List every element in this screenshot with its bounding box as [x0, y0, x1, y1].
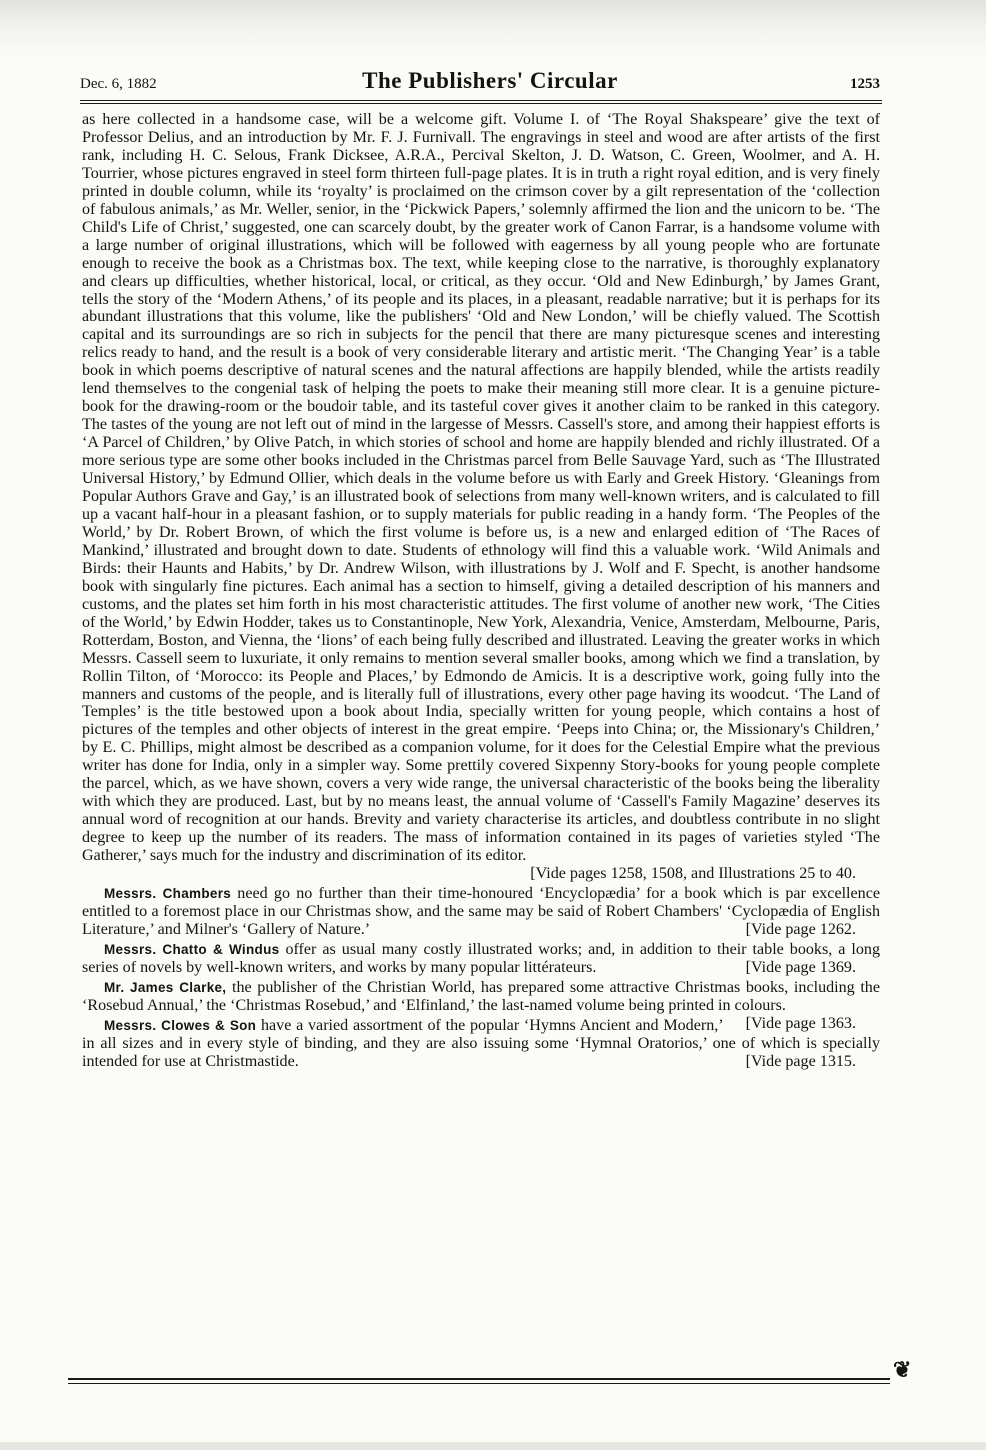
page-number: 1253 [850, 76, 880, 92]
entry-reference: [Vide page 1315. [745, 1052, 856, 1070]
article-reference: [Vide pages 1258, 1508, and Illustrations 25 to 40. [530, 865, 856, 883]
entry-chambers [82, 885, 880, 939]
entry-firm: Mr. James Clarke, [104, 979, 227, 995]
entry-text: need go no further than their time-honoured ‘Encyclopædia’ for a book which is par excellence entitled to a foremost place in our Christmas show, and the same may be said of Robert Chambers' ‘Cyclopædia of English Literature,’ and Milner's ‘Gallery of Nature.’ [82, 884, 881, 938]
page-header [80, 68, 880, 96]
entry-firm: Messrs. Chambers [104, 885, 232, 901]
paper-shading [0, 0, 986, 60]
header-rule [80, 100, 882, 104]
entry-text: offer as usual many costly illustrated works; and, in addition to their table books, a long series of novels by well-known writers, and works by many popular littérateurs. [82, 940, 880, 976]
article-paragraph: as here collected in a handsome case, will be a welcome gift. Volume I. of ‘The Royal Shakspeare’ give the text of Professor Delius, and an introduction by Mr. F. J. Furnivall. The engravings in steel and wood are after artists of the first rank, including H. C. Selous, Frank Dicksee, A.R.A., Percival Skelton, J. D. Watson, C. Green, Woolmer, and A. H. Tourrier, whose pictures engraved in steel form thirteen full-page plates. It is in truth a right royal edition, and is very finely printed in double column, while its ‘royalty’ is proclaimed on the crimson cover by a gilt representation of the ‘collection of fabulous animals,’ as Mr. Weller, senior, in the ‘Pickwick Papers,’ solemnly affirmed the lion and the unicorn to be. ‘The Child's Life of Christ,’ suggested, one can scarcely doubt, by the greater work of Canon Farrar, is a handsome volume with a large number of original illustrations, which will be followed with eagerness by all young people who are fortunate enough to receive the book as a Christmas box. The text, while keeping close to the narrative, is thoroughly explanatory and clears up difficulties, whether historical, local, or critical, as they occur. ‘Old and New Edinburgh,’ by James Grant, tells the story of the ‘Modern Athens,’ of its people and its places, in a pleasant, readable narrative; but it is perhaps for its abundant illustrations that this volume, like the publishers' ‘Old and New London,’ will be chiefly valued. The Scottish capital and its surroundings are so rich in subjects for the pencil that there are many picturesque scenes and interesting relics ready to hand, and the result is a book of very considerable literary and artistic merit. ‘The Changing Year’ is a table book in which poems descriptive of natural scenes and the natural affections are happily blended, while the artists readily lend themselves to the congenial task of helping the poets to make their meaning still more clear. It is a genuine picture-book for the drawing-room or the boudoir table, and its tasteful cover gives it another claim to be ranked in this category. The tastes of the young are not left out of mind in the largesse of Messrs. Cassell's store, and among their happiest efforts is ‘A Parcel of Children,’ by Olive Patch, in which stories of school and home are happily blended and richly illustrated. Of a more serious type are some other books included in the Christmas parcel from Belle Sauvage Yard, such as ‘The Illustrated Universal History,’ by Edmund Ollier, which deals in the volume before us with Early and Greek History. ‘Gleanings from Popular Authors Grave and Gay,’ is an illustrated book of selections from many well-known writers, and is calculated to fill up a vacant half-hour in a pleasant fashion, or to supply materials for public reading in a handy form. ‘The Peoples of the World,’ by Dr. Robert Brown, of which the first volume is before us, is a new and enlarged edition of ‘The Races of Mankind,’ illustrated and brought down to date. Students of ethnology will find this a valuable work. ‘Wild Animals and Birds: their Haunts and Habits,’ by Dr. Andrew Wilson, with illustrations by J. Wolf and F. Specht, is another handsome book with singularly fine pictures. Each animal has a section to himself, giving a detailed description of his manners and customs, and the plates set him forth in his most characteristic attitudes. The first volume of another new work, ‘The Cities of the World,’ by Edwin Hodder, takes us to Constantinople, New York, Alexandria, Venice, Amsterdam, Melbourne, Paris, Rotterdam, Boston, and Vienna, the ‘lions’ of each being fully described and illustrated. Leaving the greater works in which Messrs. Cassell seem to luxuriate, it only remains to mention several smaller books, among which we find a translation, by Rollin Tilton, of ‘Morocco: its People and Places,’ by Edmondo de Amicis. It is a descriptive work, going fully into the manners and customs of the people, and is literally full of illustrations, every other page having its woodcut. ‘The Land of Temples’ is the title bestowed upon a book about India, specially written for young people, which contains a host of pictures of the temples and other objects of interest in the great empire. ‘Peeps into China; or, the Missionary's Children,’ by E. C. Phillips, might almost be described as a companion volume, for it does for the Celestial Empire what the previous writer has done for India, only in a simpler way. Some prettily covered Sixpenny Story-books for young people complete the parcel, which, as we have shown, covers a very wide range, the universal characteristic of the books being the liberality with which they are produced. Last, but by no means least, the annual volume of ‘Cassell's Family Magazine’ deserves its annual word of recognition at our hands. Brevity and variety characterise its articles, and doubtless contribute in no slight degree to keep up the number of its readers. The mass of information contained in its pages of varieties styled ‘The Gatherer,’ says much for the industry and discrimination of its editor. [82, 111, 880, 865]
entry-firm: Messrs. Chatto & Windus [104, 941, 280, 957]
entry-reference: [Vide page 1369. [745, 958, 856, 976]
entry-reference: [Vide page 1363. [745, 1014, 856, 1032]
footer-rule [68, 1378, 890, 1384]
page-edge [0, 1442, 986, 1450]
header-date: Dec. 6, 1882 [80, 76, 157, 92]
entry-chatto-windus [82, 941, 880, 977]
ornament-icon: ❦ [893, 1357, 912, 1382]
masthead-title: The Publishers' Circular [362, 68, 618, 93]
entry-text: the publisher of the Christian World, has prepared some attractive Christmas books, including the ‘Rosebud Annual,’ the ‘Christmas Rosebud,’ and ‘Elfinland,’ the last-named volume being printed in colours. [82, 978, 881, 1014]
entry-reference: [Vide page 1262. [745, 920, 856, 938]
entry-firm: Messrs. Clowes & Son [104, 1017, 257, 1033]
entry-text: have a varied assortment of the popular ‘Hymns Ancient and Modern,’ in all sizes and in every style of binding, and they are also issuing some ‘Hymnal Oratorios,’ one of which is specially intended for use at Christmastide. [82, 1016, 880, 1070]
article-body [82, 111, 880, 1071]
